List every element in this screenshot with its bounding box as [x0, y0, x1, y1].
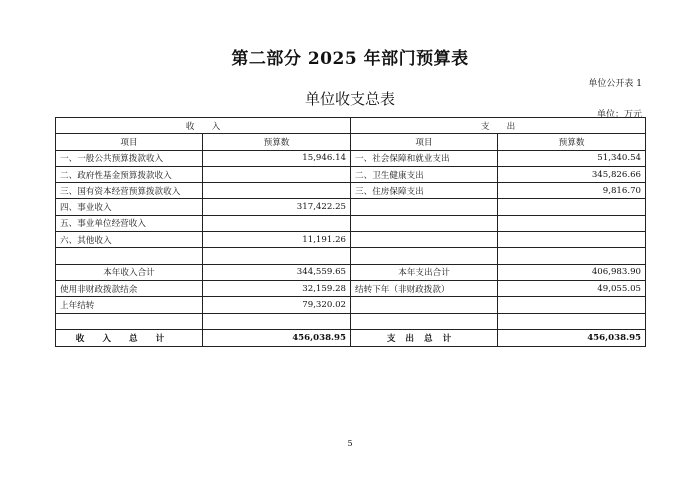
- income-item: 六、其他收入: [56, 232, 203, 248]
- expense-value: 49,055.05: [498, 280, 646, 296]
- expense-budget-header: 预算数: [498, 134, 646, 150]
- income-value: 79,320.02: [203, 297, 351, 313]
- income-item: 上年结转: [56, 297, 203, 313]
- table-row: [56, 280, 646, 296]
- income-item: 二、政府性基金预算拨款收入: [56, 166, 203, 182]
- expense-section-header: 支 出: [351, 118, 646, 134]
- expense-value: 9,816.70: [498, 183, 646, 199]
- expense-item: 结转下年（非财政拨款）: [351, 280, 498, 296]
- expense-item: [351, 232, 498, 248]
- expense-value: 51,340.54: [498, 150, 646, 166]
- income-total-label: 收入总计: [56, 329, 203, 346]
- income-item: 五、事业单位经营收入: [56, 215, 203, 231]
- expense-value: 406,983.90: [498, 264, 646, 280]
- table-row: [56, 150, 646, 166]
- income-section-header: 收 入: [56, 118, 351, 134]
- expense-item: 本年支出合计: [351, 264, 498, 280]
- expense-total-value: 456,038.95: [498, 329, 646, 346]
- expense-total-label: 支出总计: [351, 329, 498, 346]
- income-item-header: 项目: [56, 134, 203, 150]
- table-row: [56, 313, 646, 329]
- budget-summary-table: [55, 117, 646, 347]
- income-value: 11,191.26: [203, 232, 351, 248]
- income-item: [56, 248, 203, 264]
- form-number: 单位公开表 1: [588, 79, 642, 89]
- table-title: 单位收支总表: [304, 90, 395, 108]
- expense-item: [351, 215, 498, 231]
- expense-value: [498, 199, 646, 215]
- expense-item: [351, 248, 498, 264]
- expense-value: [498, 313, 646, 329]
- expense-item: 二、卫生健康支出: [351, 166, 498, 182]
- table-row: [56, 264, 646, 280]
- expense-item: [351, 313, 498, 329]
- expense-value: [498, 215, 646, 231]
- expense-value: [498, 232, 646, 248]
- expense-item: [351, 297, 498, 313]
- expense-value: [498, 248, 646, 264]
- income-value: [203, 166, 351, 182]
- income-item: 本年收入合计: [56, 264, 203, 280]
- expense-item-header: 项目: [351, 134, 498, 150]
- income-value: 317,422.25: [203, 199, 351, 215]
- income-item: 四、事业收入: [56, 199, 203, 215]
- page-title: 第二部分 2025 年部门预算表: [231, 49, 469, 69]
- table-row: [56, 166, 646, 182]
- table-row: [56, 248, 646, 264]
- table-row: [56, 183, 646, 199]
- unit-label: 单位：万元: [596, 110, 642, 120]
- expense-value: [498, 297, 646, 313]
- total-row: [56, 329, 646, 346]
- income-value: [203, 183, 351, 199]
- table-row: [56, 297, 646, 313]
- expense-item: 三、住房保障支出: [351, 183, 498, 199]
- page-number: 5: [347, 439, 353, 448]
- expense-value: 345,826.66: [498, 166, 646, 182]
- income-budget-header: 预算数: [203, 134, 351, 150]
- income-value: [203, 313, 351, 329]
- table-row: [56, 199, 646, 215]
- expense-item: 一、社会保障和就业支出: [351, 150, 498, 166]
- table-row: [56, 215, 646, 231]
- income-value: 32,159.28: [203, 280, 351, 296]
- income-total-value: 456,038.95: [203, 329, 351, 346]
- income-value: 15,946.14: [203, 150, 351, 166]
- expense-item: [351, 199, 498, 215]
- income-item: [56, 313, 203, 329]
- section-header-row: [56, 118, 646, 134]
- income-item: 一、一般公共预算拨款收入: [56, 150, 203, 166]
- income-item: 使用非财政拨款结余: [56, 280, 203, 296]
- income-value: [203, 248, 351, 264]
- income-value: [203, 215, 351, 231]
- income-value: 344,559.65: [203, 264, 351, 280]
- column-header-row: [56, 134, 646, 150]
- table-row: [56, 232, 646, 248]
- income-item: 三、国有资本经营预算拨款收入: [56, 183, 203, 199]
